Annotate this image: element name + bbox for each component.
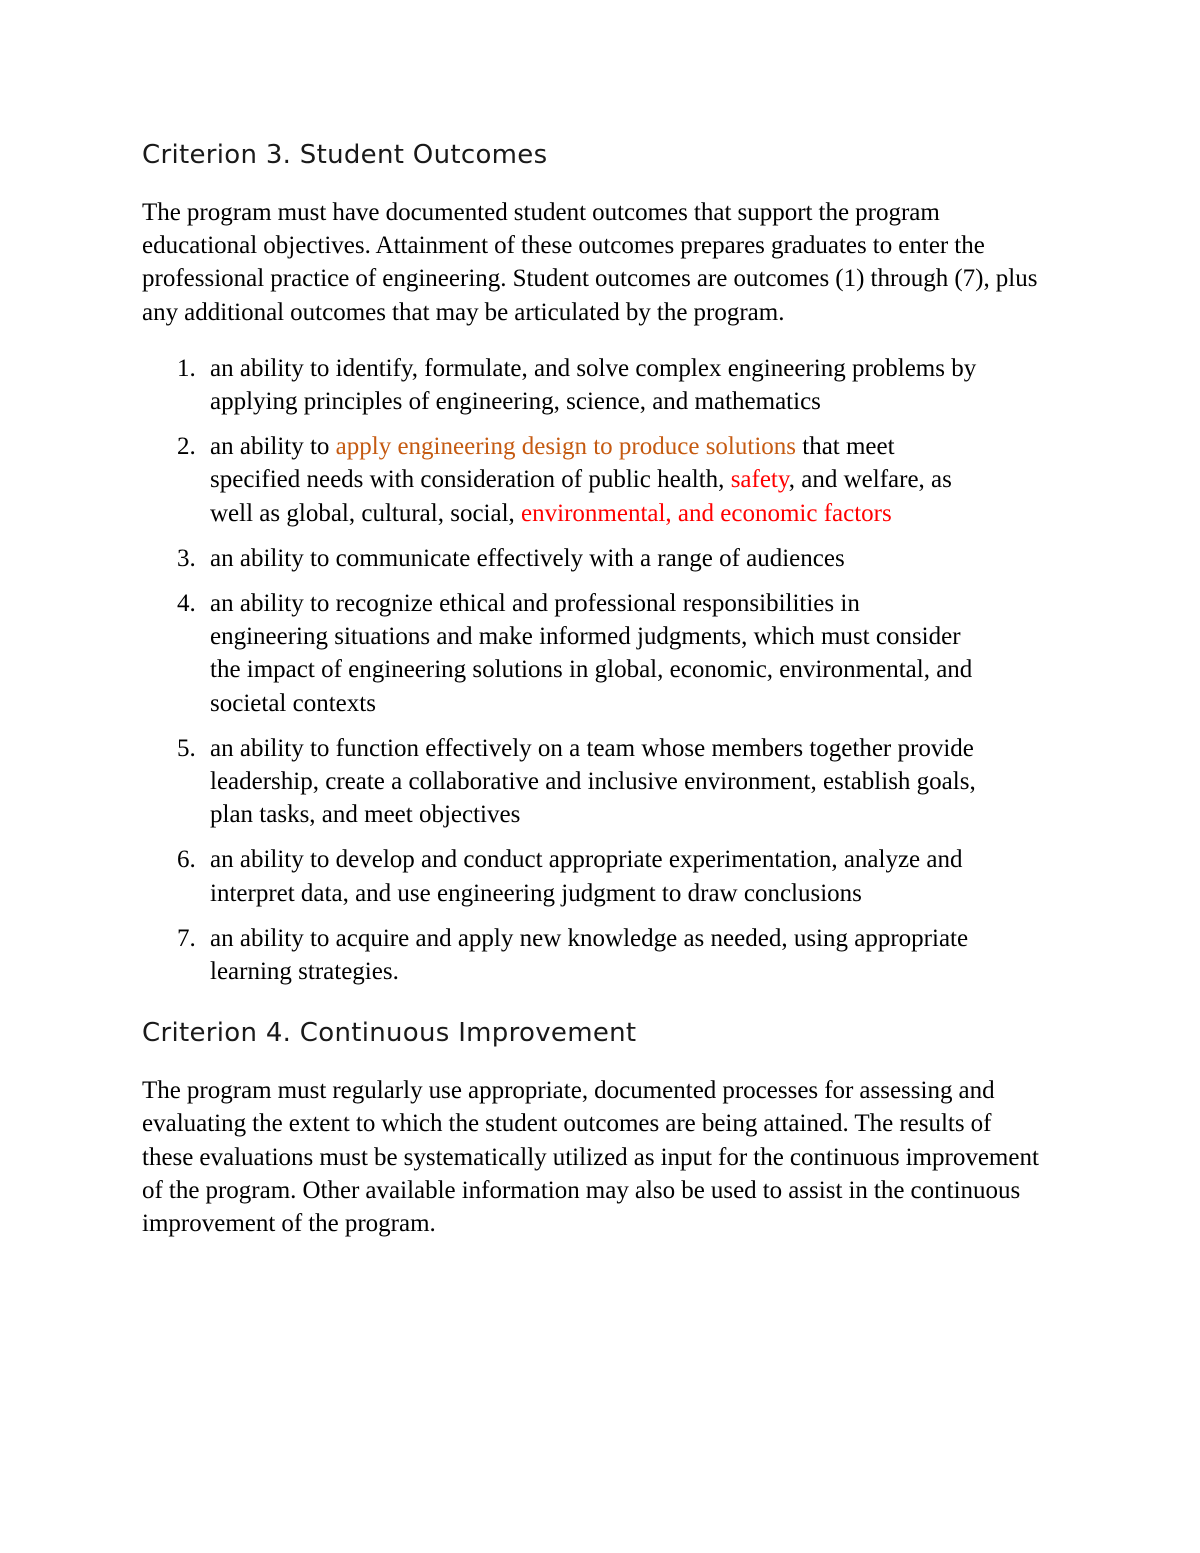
outcome-text [210,732,980,832]
criterion-3-heading: Criterion 3. Student Outcomes [142,140,548,170]
outcome-number: 5. [177,734,196,762]
outcome-list-item [142,352,980,418]
outcome-text-run-black: an ability to recognize ethical and professional responsibilities in engineering situations and make informed judgments, which must consider the impact of engineering solutions in global, economic, environmental, and societal contexts [210,590,973,717]
outcome-list-item [142,732,980,832]
outcome-text [210,922,980,988]
spacer [142,329,1048,352]
outcome-list-item [142,542,980,575]
outcome-number: 6. [177,846,196,874]
outcome-text [210,587,980,720]
criterion-3-intro-paragraph: The program must have documented student outcomes that support the program educational objectives. Attainment of these outcomes prepares graduates to enter the professional practice of engineering. Student outcomes are outcomes (1) through (7), plus any additional outcomes that may be articulated by the program. [142,199,1038,326]
outcome-number: 3. [177,544,196,572]
outcome-text-run-orange: apply engineering design to produce solutions [335,433,796,461]
outcome-text-run-black: an ability to identify, formulate, and solve complex engineering problems by applying principles of engineering, science, and mathematics [210,354,977,416]
document-content [142,138,1048,1240]
outcome-text [210,542,980,575]
outcome-text [210,843,980,909]
outcome-text-run-black: an ability to function effectively on a team whose members together provide leadership, create a collaborative and inclusive environment, establish goals, plan tasks, and meet objectives [210,734,976,829]
outcome-text-run-red: safety [730,466,789,494]
outcome-text-run-black: an ability to [210,433,336,461]
criterion-4-paragraph: The program must regularly use appropriate, documented processes for assessing and evaluating the extent to which the student outcomes are being attained. The results of these evaluations must be systematically utilized as input for the continuous improvement of the program. Other available information may also be used to assist in the continuous improvement of the program. [142,1077,1039,1238]
outcome-text-run-black: an ability to communicate effectively with a range of audiences [210,544,845,572]
outcome-list-item [142,843,980,909]
outcome-text [210,430,980,530]
outcome-text-run-black: an ability to develop and conduct appropriate experimentation, analyze and interpret data, and use engineering judgment to draw conclusions [210,846,963,907]
outcome-list-item [142,922,980,988]
outcome-text-run-black: , and welfare, as well as global, cultural, social, [210,466,952,527]
outcome-list-item [142,430,980,530]
outcome-number: 7. [177,924,196,952]
spacer [142,172,1048,196]
outcome-list-item [142,587,980,720]
criterion-4-heading: Criterion 4. Continuous Improvement [142,1018,637,1049]
outcome-number: 4. [177,590,196,618]
outcome-number: 1. [177,354,196,382]
spacer [142,988,1048,1016]
outcome-text-run-red: environmental, and economic factors [521,499,892,527]
outcome-number: 2. [177,433,196,461]
outcome-text-run-black: an ability to acquire and apply new knowledge as needed, using appropriate learning strategies. [210,924,969,986]
outcome-text [210,352,980,418]
spacer [142,1050,1048,1074]
student-outcomes-list [142,352,1048,988]
outcome-text-run-black: that meet specified needs with consideration of public health, [210,433,895,494]
